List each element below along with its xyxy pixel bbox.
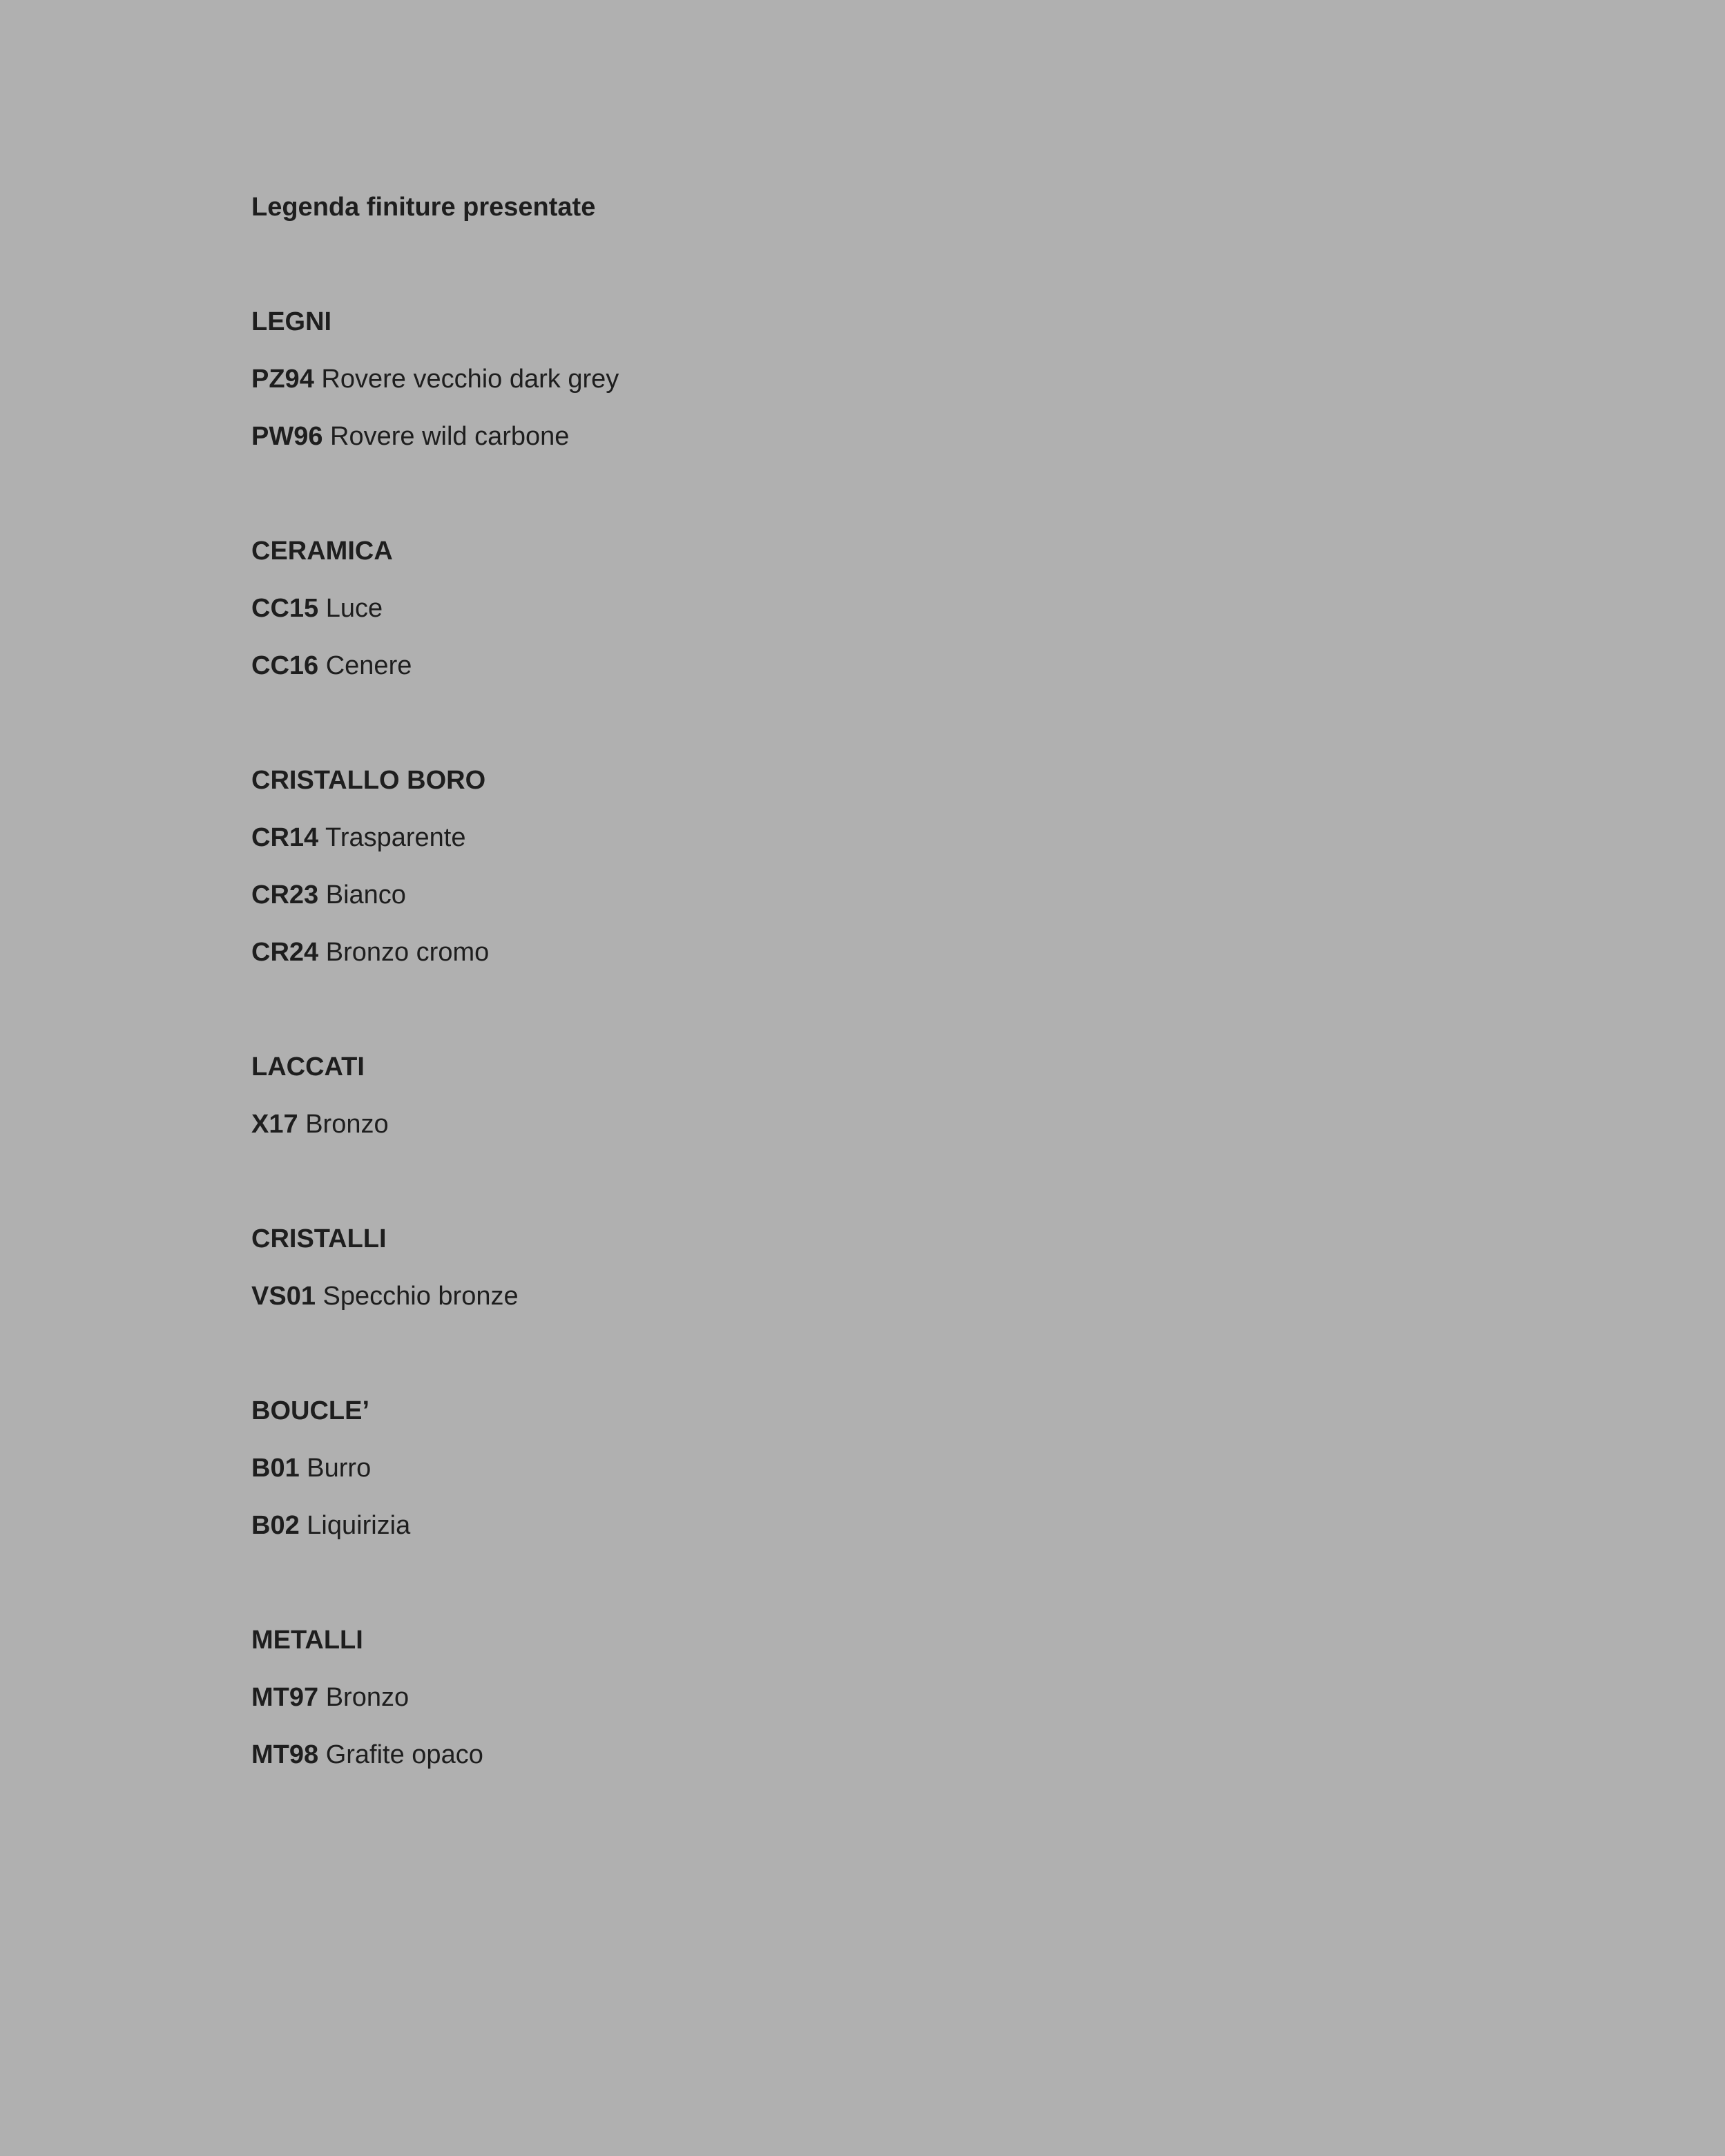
finish-code: X17 <box>251 1110 298 1139</box>
finish-code: PW96 <box>251 422 323 451</box>
section-heading: CRISTALLI <box>251 1224 387 1253</box>
finish-item <box>251 418 1494 454</box>
section-legni <box>251 304 1494 454</box>
finish-item <box>251 934 1494 970</box>
finish-name: Bronzo <box>305 1110 389 1139</box>
finish-name: Liquirizia <box>307 1511 411 1540</box>
section-heading: LACCATI <box>251 1052 365 1081</box>
finish-name: Bronzo <box>325 1683 409 1712</box>
section-boucle <box>251 1393 1494 1543</box>
finish-name: Luce <box>325 594 383 623</box>
finish-item <box>251 1508 1494 1543</box>
section-heading: LEGNI <box>251 307 332 336</box>
finish-item <box>251 361 1494 397</box>
finish-code: CC16 <box>251 651 319 680</box>
section-heading: METALLI <box>251 1626 363 1655</box>
finish-name: Grafite opaco <box>325 1740 483 1769</box>
finish-name: Burro <box>307 1454 372 1483</box>
finish-item <box>251 877 1494 913</box>
finish-code: B01 <box>251 1454 300 1483</box>
section-heading: BOUCLE’ <box>251 1396 369 1425</box>
section-cristalli <box>251 1221 1494 1314</box>
finish-name: Cenere <box>325 651 412 680</box>
legend-title: Legenda finiture presentate <box>251 193 596 222</box>
finish-name: Bianco <box>325 880 406 909</box>
finish-item <box>251 820 1494 856</box>
finish-name: Rovere vecchio dark grey <box>321 365 619 394</box>
finish-item <box>251 1679 1494 1715</box>
finish-name: Trasparente <box>325 823 466 852</box>
finish-item <box>251 1737 1494 1773</box>
section-heading: CERAMICA <box>251 537 393 566</box>
finish-item <box>251 1450 1494 1486</box>
finish-code: CC15 <box>251 594 319 623</box>
section-cristallo-boro <box>251 762 1494 970</box>
finish-code: MT97 <box>251 1683 319 1712</box>
finish-code: CR24 <box>251 938 319 967</box>
finish-name: Specchio bronze <box>322 1282 519 1311</box>
section-heading: CRISTALLO BORO <box>251 766 486 795</box>
finishes-legend <box>251 189 1494 1773</box>
finish-item <box>251 1278 1494 1314</box>
finish-item <box>251 1106 1494 1142</box>
finish-code: VS01 <box>251 1282 316 1311</box>
finish-item <box>251 590 1494 626</box>
section-metalli <box>251 1622 1494 1773</box>
finish-code: MT98 <box>251 1740 319 1769</box>
finish-name: Bronzo cromo <box>325 938 490 967</box>
finish-code: B02 <box>251 1511 300 1540</box>
finish-code: PZ94 <box>251 365 314 394</box>
finish-name: Rovere wild carbone <box>330 422 570 451</box>
finish-code: CR14 <box>251 823 319 852</box>
finish-code: CR23 <box>251 880 319 909</box>
section-laccati <box>251 1049 1494 1142</box>
finish-item <box>251 648 1494 684</box>
section-ceramica <box>251 533 1494 684</box>
